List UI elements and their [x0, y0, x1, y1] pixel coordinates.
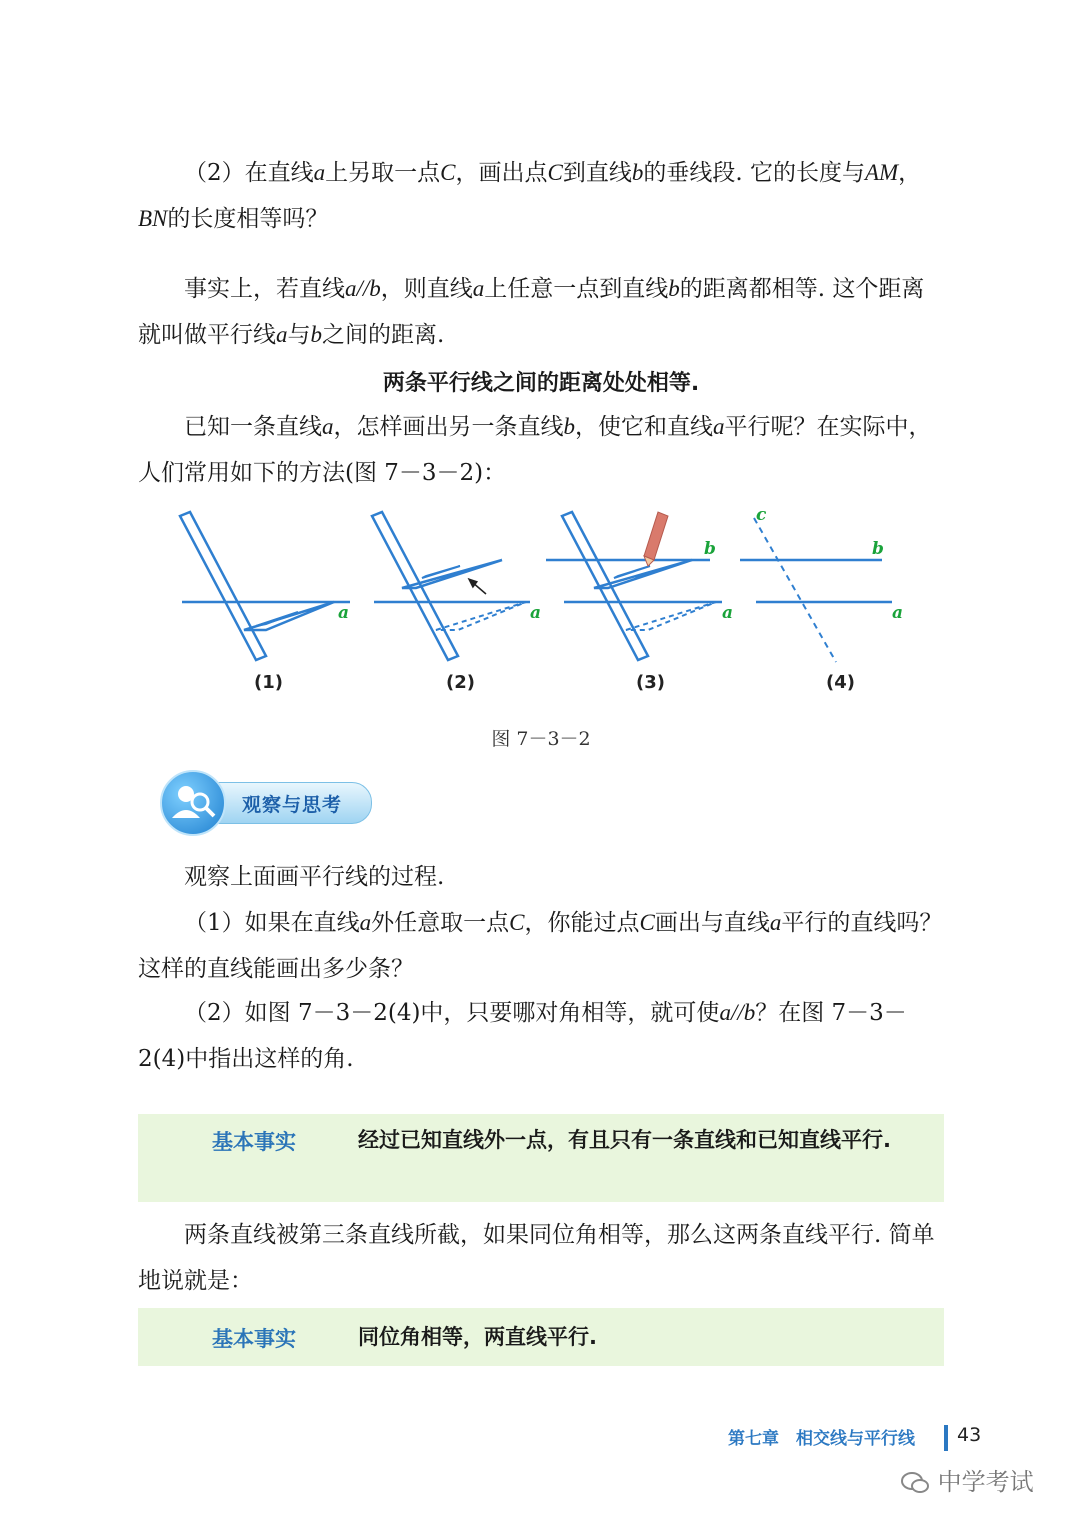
sub-label-2: (2) — [446, 672, 475, 693]
magnifier-person-icon — [160, 770, 226, 836]
sub-label-4: (4) — [826, 672, 855, 693]
watermark — [900, 1462, 1034, 1497]
subfigure-3 — [546, 512, 722, 660]
observe-think-badge — [138, 770, 374, 834]
observe-q2: （2）如图 7－3－2(4)中，只要哪对角相等，就可使a//b？在图 7－3－2(4)中指出这样的角. — [138, 1000, 907, 1072]
fact-box-2 — [138, 1308, 944, 1366]
figure-caption: 图 7－3－2 — [491, 728, 591, 750]
chapter-footer: 第七章 相交线与平行线 — [728, 1429, 915, 1449]
fact-text-2: 同位角相等，两直线平行. — [358, 1325, 597, 1349]
sub-label-3: (3) — [636, 672, 665, 693]
label-b-3: b — [704, 539, 716, 559]
label-a-2: a — [530, 603, 542, 623]
subfigure-1 — [180, 512, 350, 660]
paragraph-method: 已知一条直线a，怎样画出另一条直线b，使它和直线a平行呢？在实际中，人们常用如下的方法(图 7－3－2)： — [138, 414, 932, 486]
pencil-icon — [644, 512, 668, 566]
observe-intro: 观察上面画平行线的过程. — [184, 864, 445, 890]
paragraph-question-2: （2）在直线a上另取一点C，画出点C到直线b的垂线段. 它的长度与AM，BN的长度相等吗？ — [138, 160, 922, 232]
fact-box-1 — [138, 1114, 944, 1202]
figure-parallel-drawing — [170, 500, 930, 700]
paragraph-fact: 事实上，若直线a//b，则直线a上任意一点到直线b的距离都相等. 这个距离就叫做平行线a与b之间的距离. — [138, 276, 925, 348]
bold-statement: 两条平行线之间的距离处处相等. — [382, 371, 700, 396]
footer-divider — [944, 1425, 948, 1451]
subfigure-4 — [740, 518, 892, 662]
page-number: 43 — [957, 1424, 982, 1446]
label-c-4: c — [756, 505, 767, 525]
fact-label-2: 基本事实 — [212, 1327, 296, 1351]
sub-label-1: (1) — [254, 672, 283, 693]
subfigure-2 — [372, 512, 530, 660]
fact-label-1: 基本事实 — [212, 1130, 296, 1154]
observe-q1: （1）如果在直线a外任意取一点C，你能过点C画出与直线a平行的直线吗？这样的直线能画出多少条？ — [138, 910, 943, 982]
label-a-4: a — [892, 603, 904, 623]
watermark-text: 中学考试 — [937, 1468, 1034, 1496]
fact-text-1: 经过已知直线外一点，有且只有一条直线和已知直线平行. — [358, 1128, 891, 1152]
label-b-4: b — [872, 539, 884, 559]
paragraph-corresponding-angles: 两条直线被第三条直线所截，如果同位角相等，那么这两条直线平行. 简单地说就是： — [138, 1222, 935, 1294]
badge-text: 观察与思考 — [242, 794, 343, 816]
wechat-icon — [900, 1470, 930, 1496]
label-a-1: a — [338, 603, 350, 623]
label-a-3: a — [722, 603, 734, 623]
